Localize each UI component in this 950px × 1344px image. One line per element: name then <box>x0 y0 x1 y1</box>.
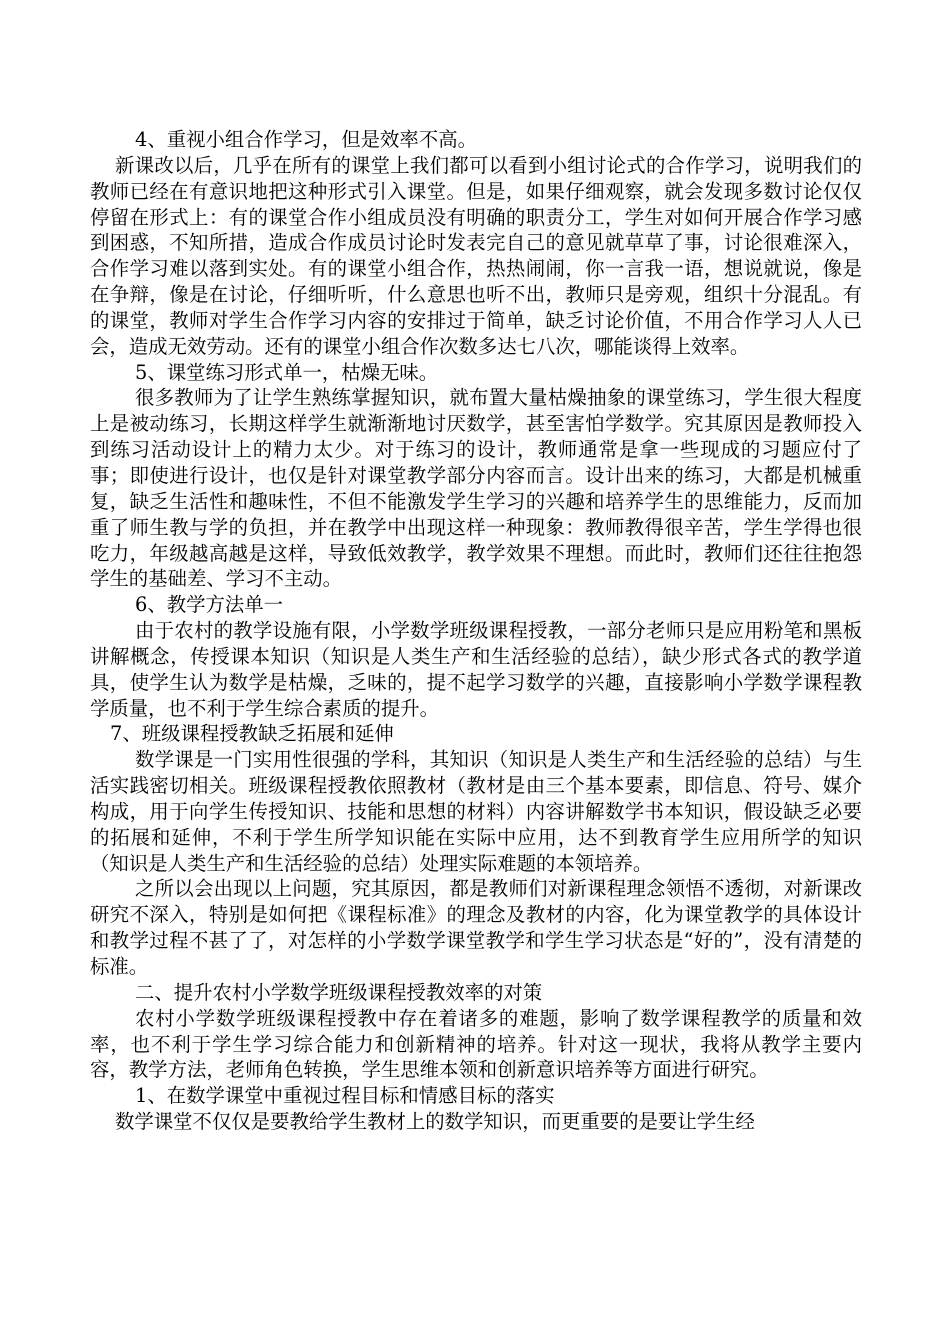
body-paragraph-6: 农村小学数学班级课程授教中存在着诸多的难题，影响了数学课程教学的质量和效率，也不利于学生学习综合能力和创新精神的培养。针对这一现状，我将从教学主要内容，教学方法，老师角色转换，学生思维本领和创新意识培养等方面进行研究。 <box>90 1006 862 1082</box>
chapter-heading-2: 二、提升农村小学数学班级课程授教效率的对策 <box>135 980 543 1004</box>
body-paragraph-4: 数学课是一门实用性很强的学科，其知识（知识是人类生产和生活经验的总结）与生活实践密切相关。班级课程授教依照教材（教材是由三个基本要素，即信息、符号、媒介构成，用于向学生传授知识、技能和思想的材料）内容讲解数学书本知识，假设缺乏必要的拓展和延伸，不利于学生所学知识能在实际中应用，达不到教育学生应用所学的知识（知识是人类生产和生活经验的总结）处理实际难题的本领培养。 <box>90 748 862 875</box>
document-page <box>90 127 862 1135</box>
body-paragraph-2: 很多教师为了让学生熟练掌握知识，就布置大量枯燥抽象的课堂练习，学生很大程度上是被动练习，长期这样学生就渐渐地讨厌数学，甚至害怕学数学。究其原因是教师投入到练习活动设计上的精力太少。对于练习的设计，教师通常是拿一些现成的习题应付了事；即使进行设计，也仅是针对课堂教学部分内容而言。设计出来的练习，大都是机械重复，缺乏生活性和趣味性，不但不能激发学生学习的兴趣和培养学生的思维能力，反而加重了师生教与学的负担，并在教学中出现这样一种现象：教师教得很辛苦，学生学得也很吃力，年级越高越是这样，导致低效教学，教学效果不理想。而此时，教师们还往往抱怨学生的基础差、学习不主动。 <box>90 386 862 591</box>
section-heading-4: 4、重视小组合作学习，但是效率不高。 <box>135 128 477 151</box>
body-paragraph-3: 由于农村的教学设施有限，小学数学班级课程授教，一部分老师只是应用粉笔和黑板讲解概念，传授课本知识（知识是人类生产和生活经验的总结），缺少形式各式的教学道具，使学生认为数学是枯燥，乏味的，提不起学习数学的兴趣，直接影响小学数学课程教学质量，也不利于学生综合素质的提升。 <box>90 619 862 720</box>
section-heading-7: 7、班级课程授教缺乏拓展和延伸 <box>110 722 394 746</box>
subsection-heading-1: 1、在数学课堂中重视过程目标和情感目标的落实 <box>135 1084 555 1108</box>
body-paragraph-5: 之所以会出现以上问题，究其原因，都是教师们对新课程理念领悟不透彻，对新课改研究不深入，特别是如何把《课程标准》的理念及教材的内容，化为课堂教学的具体设计和教学过程不甚了了，对怎样的小学数学课堂教学和学生学习状态是“好的”，没有清楚的标准。 <box>90 877 862 978</box>
body-paragraph-7: 数学课堂不仅仅是要教给学生教材上的数学知识，而更重要的是要让学生经 <box>115 1110 755 1134</box>
body-paragraph-1: 新课改以后，几乎在所有的课堂上我们都可以看到小组讨论式的合作学习，说明我们的教师已经在有意识地把这种形式引入课堂。但是，如果仔细观察，就会发现多数讨论仅仅停留在形式上：有的课堂合作小组成员没有明确的职责分工，学生对如何开展合作学习感到困惑，不知所措，造成合作成员讨论时发表完自己的意见就草草了事，讨论很难深入，合作学习难以落到实处。有的课堂小组合作，热热闹闹，你一言我一语，想说就说，像是在争辩，像是在讨论，仔细听听，什么意思也听不出，教师只是旁观，组织十分混乱。有的课堂，教师对学生合作学习内容的安排过于简单，缺乏讨论价值，不用合作学习人人已会，造成无效劳动。还有的课堂小组合作次数多达七八次，哪能谈得上效率。 <box>90 153 862 358</box>
section-heading-5: 5、课堂练习形式单一，枯燥无味。 <box>135 360 439 384</box>
section-heading-6: 6、教学方法单一 <box>135 593 284 617</box>
